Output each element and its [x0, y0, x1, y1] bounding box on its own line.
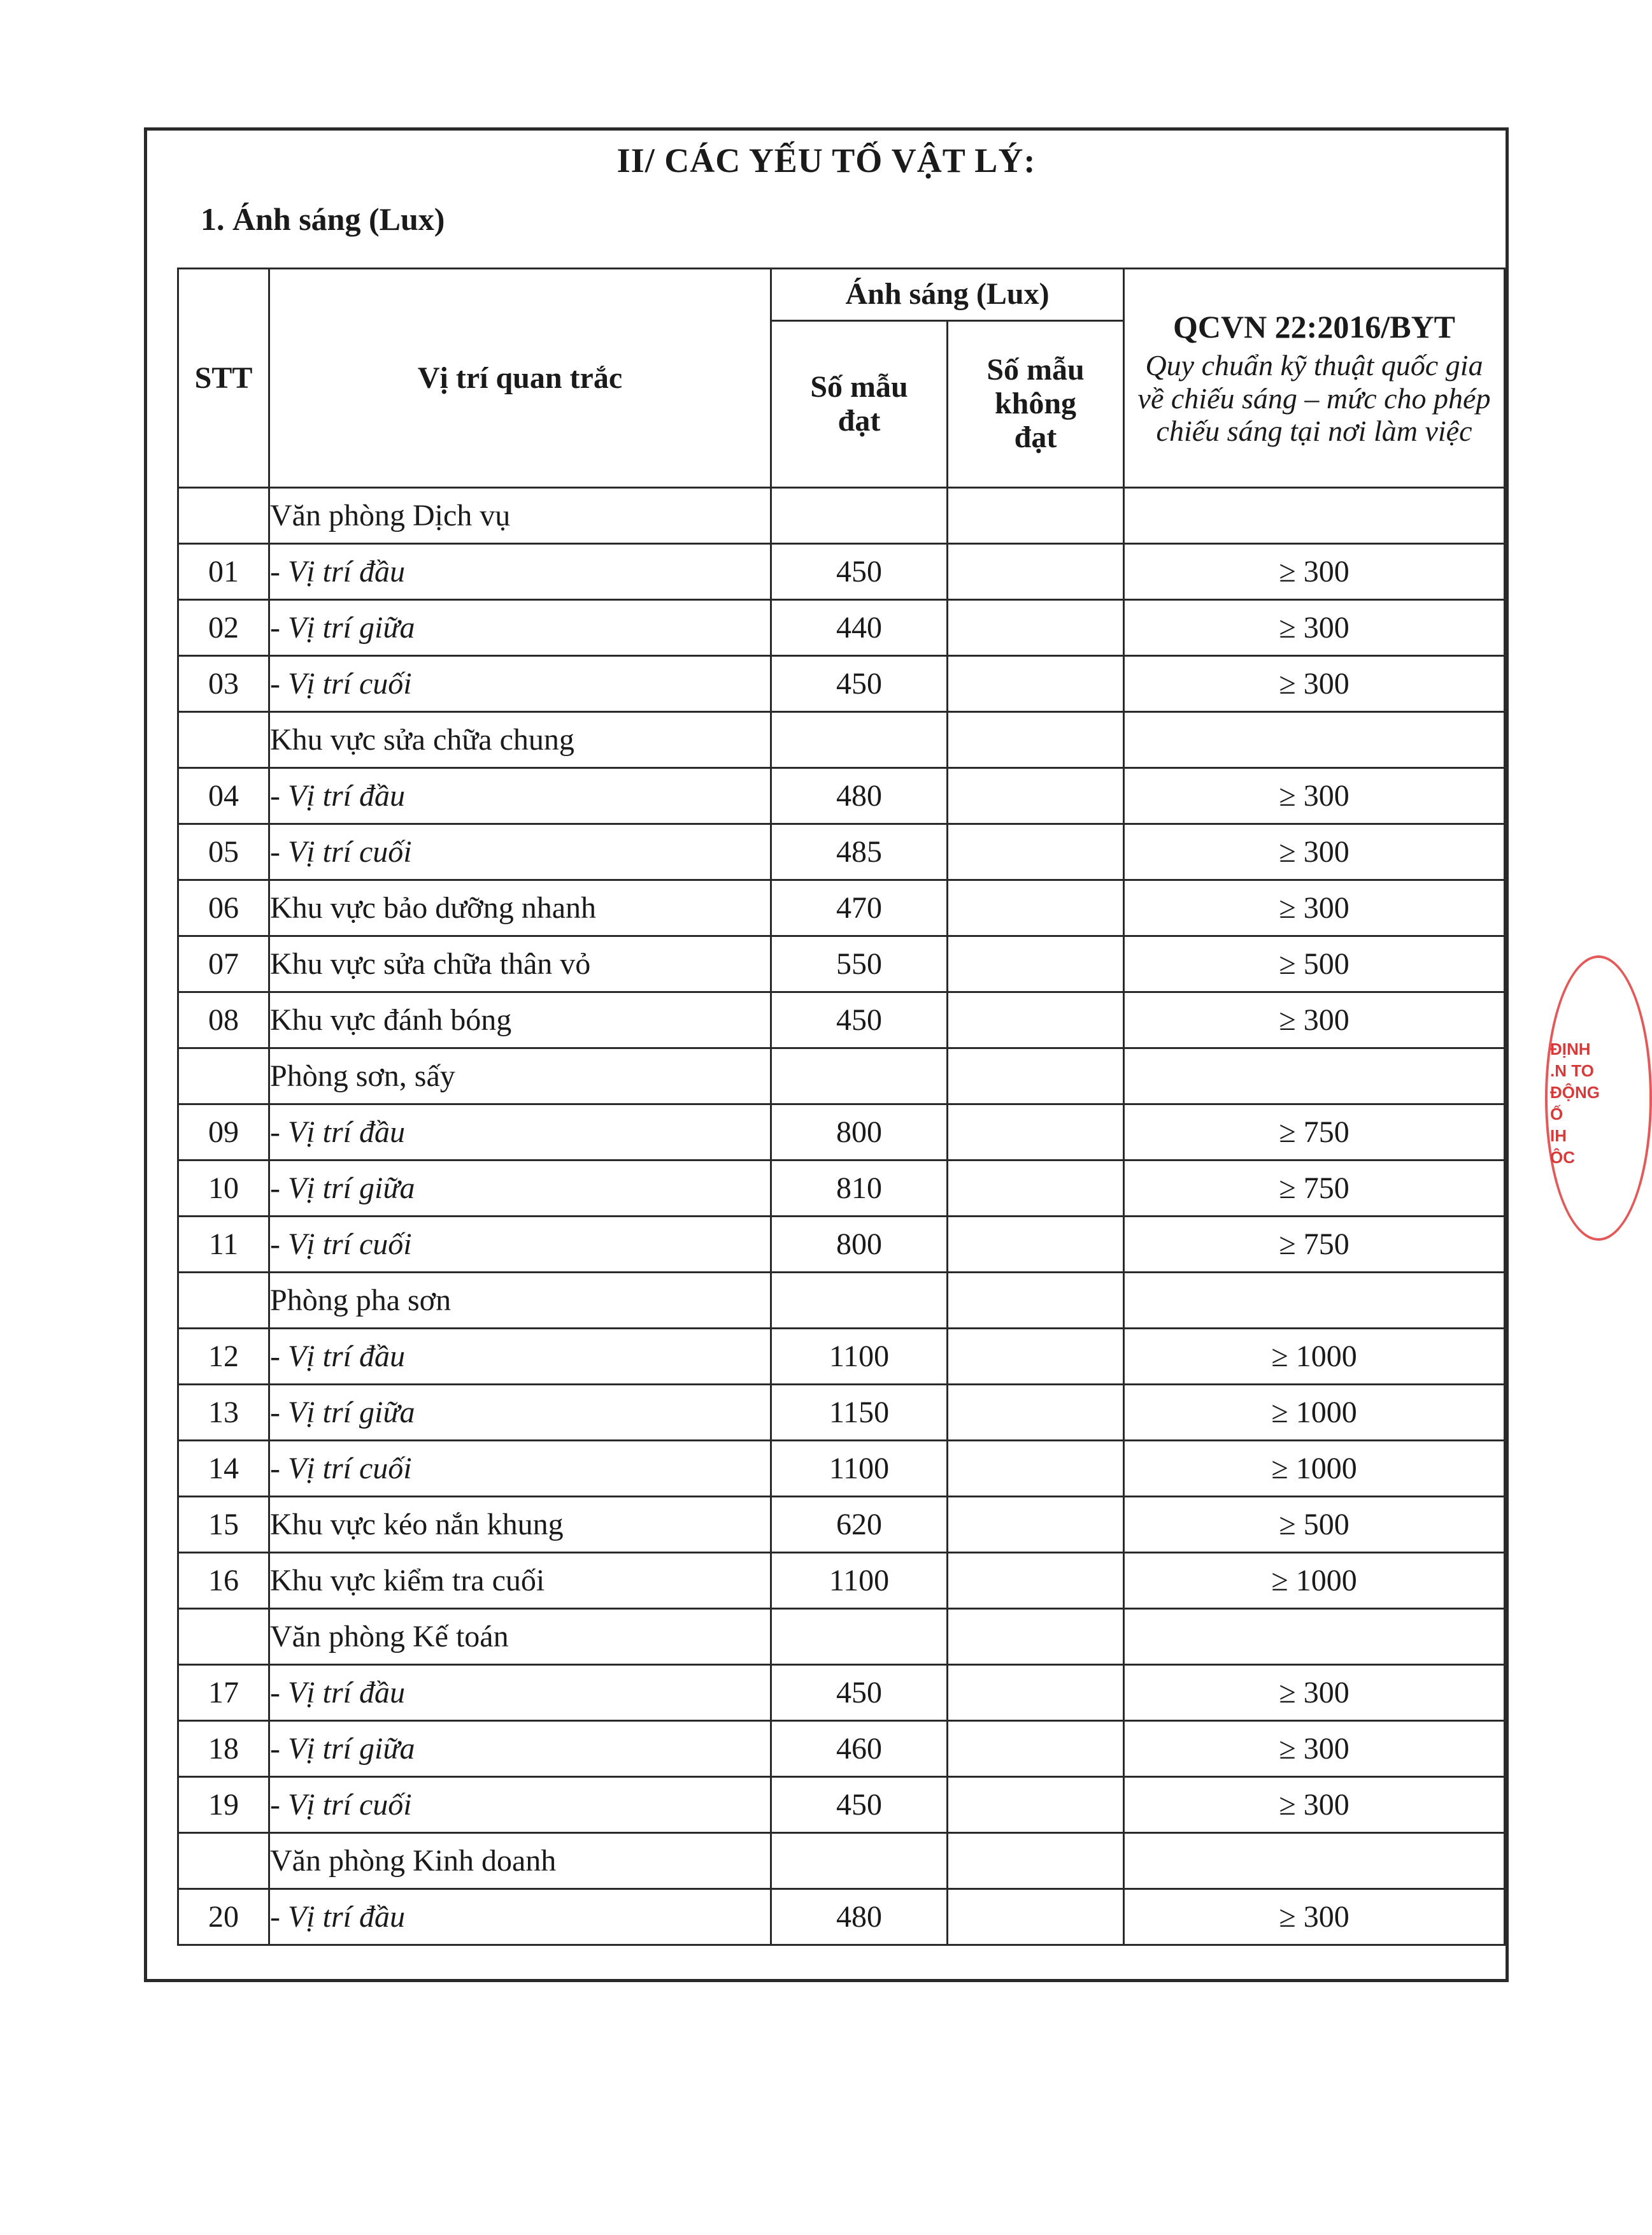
cell-standard: ≥ 750: [1124, 1217, 1505, 1273]
location-label: Vị trí cuối: [287, 1227, 412, 1261]
cell-pass: 1100: [771, 1329, 948, 1385]
cell-stt: 04: [178, 768, 269, 824]
cell-stt: 19: [178, 1777, 269, 1833]
cell-location: Phòng sơn, sấy: [269, 1048, 771, 1104]
table-row: [178, 1329, 1505, 1385]
cell-standard: [1124, 1273, 1505, 1329]
cell-fail: [948, 1497, 1124, 1553]
cell-pass: [771, 1609, 948, 1665]
cell-pass: 450: [771, 656, 948, 712]
cell-location: Khu vực kéo nắn khung: [269, 1497, 771, 1553]
cell-standard: ≥ 300: [1124, 992, 1505, 1048]
stamp-line: ĐỊNH: [1550, 1039, 1591, 1059]
location-label: Vị trí cuối: [287, 1452, 412, 1485]
location-label: Vị trí đầu: [287, 1115, 405, 1149]
location-label: Vị trí cuối: [287, 1788, 412, 1822]
stamp-text: [1550, 1038, 1600, 1168]
cell-location: [269, 1160, 771, 1217]
stamp-line: IH: [1550, 1126, 1567, 1145]
cell-fail: [948, 488, 1124, 544]
header-light-group: Ánh sáng (Lux): [771, 269, 1124, 321]
cell-stt: 13: [178, 1385, 269, 1441]
location-label: Vị trí cuối: [287, 667, 412, 701]
cell-pass: 485: [771, 824, 948, 880]
location-label: Vị trí đầu: [287, 1339, 405, 1373]
cell-pass: 1100: [771, 1553, 948, 1609]
cell-location: Khu vực bảo dưỡng nhanh: [269, 880, 771, 936]
location-label: Vị trí giữa: [287, 611, 415, 645]
section-title: II/ CÁC YẾU TỐ VẬT LÝ:: [616, 141, 1036, 180]
cell-standard: [1124, 488, 1505, 544]
cell-location: [269, 768, 771, 824]
cell-stt: [178, 1609, 269, 1665]
cell-pass: 450: [771, 1665, 948, 1721]
location-label: Vị trí cuối: [287, 835, 412, 869]
cell-fail: [948, 1104, 1124, 1160]
stamp-line: ÔC: [1550, 1148, 1575, 1167]
table-row: [178, 1217, 1505, 1273]
cell-fail: [948, 656, 1124, 712]
cell-location: Khu vực đánh bóng: [269, 992, 771, 1048]
location-label: Vị trí giữa: [287, 1732, 415, 1766]
cell-stt: 05: [178, 824, 269, 880]
cell-fail: [948, 824, 1124, 880]
cell-location: Khu vực sửa chữa chung: [269, 712, 771, 768]
cell-pass: 1100: [771, 1441, 948, 1497]
table-row: [178, 600, 1505, 656]
lux-table: [177, 268, 1506, 1946]
table-row: [178, 1273, 1505, 1329]
location-label: Vị trí giữa: [287, 1396, 415, 1429]
cell-standard: ≥ 500: [1124, 1497, 1505, 1553]
cell-fail: [948, 1385, 1124, 1441]
bullet-dash: -: [270, 1396, 288, 1429]
cell-location: [269, 1665, 771, 1721]
red-stamp: [1540, 955, 1600, 1236]
cell-pass: 440: [771, 600, 948, 656]
table-row: [178, 1441, 1505, 1497]
header-standard: [1124, 269, 1505, 488]
cell-pass: 470: [771, 880, 948, 936]
bullet-dash: -: [270, 611, 288, 645]
cell-pass: 460: [771, 1721, 948, 1777]
location-label: Vị trí đầu: [287, 779, 405, 813]
bullet-dash: -: [270, 1788, 288, 1822]
table-row: [178, 1104, 1505, 1160]
table-row: [178, 712, 1505, 768]
bullet-dash: -: [270, 1115, 288, 1149]
cell-stt: [178, 1273, 269, 1329]
table-row: [178, 1609, 1505, 1665]
standard-description: Quy chuẩn kỹ thuật quốc gia về chiếu sáng – mức cho phép chiếu sáng tại nơi làm việc: [1137, 349, 1491, 448]
cell-pass: [771, 488, 948, 544]
stamp-line: Ố: [1550, 1104, 1563, 1124]
cell-stt: 02: [178, 600, 269, 656]
table-row: [178, 768, 1505, 824]
cell-stt: 15: [178, 1497, 269, 1553]
cell-location: [269, 1217, 771, 1273]
cell-fail: [948, 1665, 1124, 1721]
cell-fail: [948, 992, 1124, 1048]
cell-fail: [948, 936, 1124, 992]
header-fail: Số mẫu không đạt: [948, 321, 1124, 488]
cell-location: [269, 1329, 771, 1385]
cell-pass: 450: [771, 992, 948, 1048]
table-row: [178, 1497, 1505, 1553]
cell-stt: 09: [178, 1104, 269, 1160]
cell-standard: ≥ 1000: [1124, 1553, 1505, 1609]
cell-fail: [948, 1721, 1124, 1777]
cell-pass: 550: [771, 936, 948, 992]
cell-pass: 480: [771, 1889, 948, 1945]
cell-stt: 10: [178, 1160, 269, 1217]
cell-stt: [178, 712, 269, 768]
bullet-dash: -: [270, 1732, 288, 1766]
cell-location: [269, 544, 771, 600]
cell-standard: ≥ 1000: [1124, 1441, 1505, 1497]
cell-fail: [948, 1777, 1124, 1833]
table-row: [178, 1385, 1505, 1441]
cell-location: [269, 600, 771, 656]
cell-pass: 450: [771, 544, 948, 600]
cell-fail: [948, 1833, 1124, 1889]
cell-fail: [948, 1160, 1124, 1217]
cell-location: [269, 1104, 771, 1160]
stamp-line: ĐỘNG: [1550, 1083, 1600, 1102]
cell-stt: 12: [178, 1329, 269, 1385]
cell-stt: [178, 488, 269, 544]
location-label: Vị trí đầu: [287, 1676, 405, 1710]
cell-location: Văn phòng Kế toán: [269, 1609, 771, 1665]
cell-standard: ≥ 300: [1124, 1889, 1505, 1945]
cell-location: [269, 1721, 771, 1777]
cell-stt: 20: [178, 1889, 269, 1945]
cell-standard: ≥ 300: [1124, 544, 1505, 600]
cell-location: [269, 656, 771, 712]
cell-fail: [948, 768, 1124, 824]
cell-stt: 03: [178, 656, 269, 712]
stamp-line: .N TO: [1550, 1061, 1594, 1080]
cell-fail: [948, 1441, 1124, 1497]
cell-stt: [178, 1048, 269, 1104]
bullet-dash: -: [270, 779, 288, 813]
table-row: [178, 488, 1505, 544]
cell-standard: ≥ 300: [1124, 1721, 1505, 1777]
cell-fail: [948, 1553, 1124, 1609]
cell-fail: [948, 544, 1124, 600]
table-row: [178, 544, 1505, 600]
cell-pass: [771, 1833, 948, 1889]
cell-location: Khu vực sửa chữa thân vỏ: [269, 936, 771, 992]
location-label: Vị trí đầu: [287, 555, 405, 589]
cell-location: Văn phòng Dịch vụ: [269, 488, 771, 544]
cell-standard: ≥ 750: [1124, 1104, 1505, 1160]
table-row: [178, 656, 1505, 712]
cell-location: [269, 1441, 771, 1497]
cell-stt: 07: [178, 936, 269, 992]
cell-fail: [948, 880, 1124, 936]
cell-pass: 450: [771, 1777, 948, 1833]
cell-standard: [1124, 1609, 1505, 1665]
cell-pass: 1150: [771, 1385, 948, 1441]
table-row: [178, 1777, 1505, 1833]
header-pass: Số mẫu đạt: [771, 321, 948, 488]
header-location: Vị trí quan trắc: [269, 269, 771, 488]
bullet-dash: -: [270, 1900, 288, 1934]
cell-location: [269, 1385, 771, 1441]
cell-location: [269, 1889, 771, 1945]
cell-fail: [948, 1217, 1124, 1273]
cell-fail: [948, 1329, 1124, 1385]
cell-pass: 480: [771, 768, 948, 824]
table-row: [178, 1048, 1505, 1104]
cell-fail: [948, 712, 1124, 768]
cell-standard: ≥ 750: [1124, 1160, 1505, 1217]
table-row: [178, 880, 1505, 936]
cell-stt: [178, 1833, 269, 1889]
cell-pass: 800: [771, 1104, 948, 1160]
cell-stt: 16: [178, 1553, 269, 1609]
cell-standard: ≥ 500: [1124, 936, 1505, 992]
table-row: [178, 1665, 1505, 1721]
cell-pass: [771, 1273, 948, 1329]
cell-pass: 620: [771, 1497, 948, 1553]
bullet-dash: -: [270, 667, 288, 701]
table-row: [178, 1833, 1505, 1889]
cell-pass: [771, 1048, 948, 1104]
cell-fail: [948, 1273, 1124, 1329]
cell-standard: ≥ 300: [1124, 656, 1505, 712]
bullet-dash: -: [270, 1227, 288, 1261]
cell-fail: [948, 1609, 1124, 1665]
cell-standard: ≥ 300: [1124, 1777, 1505, 1833]
cell-location: [269, 1777, 771, 1833]
cell-pass: 800: [771, 1217, 948, 1273]
cell-stt: 17: [178, 1665, 269, 1721]
location-label: Vị trí giữa: [287, 1171, 415, 1205]
cell-fail: [948, 600, 1124, 656]
cell-standard: ≥ 300: [1124, 1665, 1505, 1721]
cell-standard: ≥ 300: [1124, 824, 1505, 880]
table-row: [178, 1889, 1505, 1945]
sub-title: 1. Ánh sáng (Lux): [201, 201, 445, 237]
cell-standard: ≥ 300: [1124, 880, 1505, 936]
cell-stt: 14: [178, 1441, 269, 1497]
cell-stt: 08: [178, 992, 269, 1048]
cell-location: Phòng pha sơn: [269, 1273, 771, 1329]
cell-location: [269, 824, 771, 880]
table-row: [178, 1160, 1505, 1217]
cell-stt: 18: [178, 1721, 269, 1777]
page-frame: [144, 127, 1509, 1982]
cell-standard: ≥ 300: [1124, 600, 1505, 656]
standard-code: QCVN 22:2016/BYT: [1172, 309, 1456, 345]
location-label: Vị trí đầu: [287, 1900, 405, 1934]
bullet-dash: -: [270, 835, 288, 869]
cell-pass: 810: [771, 1160, 948, 1217]
bullet-dash: -: [270, 1339, 288, 1373]
cell-stt: 06: [178, 880, 269, 936]
table-row: [178, 992, 1505, 1048]
header-stt: STT: [178, 269, 269, 488]
cell-stt: 01: [178, 544, 269, 600]
bullet-dash: -: [270, 1171, 288, 1205]
cell-stt: 11: [178, 1217, 269, 1273]
table-row: [178, 1553, 1505, 1609]
cell-location: Văn phòng Kinh doanh: [269, 1833, 771, 1889]
cell-pass: [771, 712, 948, 768]
cell-fail: [948, 1048, 1124, 1104]
cell-standard: [1124, 712, 1505, 768]
table-row: [178, 936, 1505, 992]
table-row: [178, 1721, 1505, 1777]
bullet-dash: -: [270, 555, 288, 589]
cell-standard: [1124, 1048, 1505, 1104]
bullet-dash: -: [270, 1676, 288, 1710]
bullet-dash: -: [270, 1452, 288, 1485]
cell-standard: ≥ 300: [1124, 768, 1505, 824]
cell-standard: ≥ 1000: [1124, 1385, 1505, 1441]
cell-standard: [1124, 1833, 1505, 1889]
table-row: [178, 824, 1505, 880]
cell-standard: ≥ 1000: [1124, 1329, 1505, 1385]
cell-fail: [948, 1889, 1124, 1945]
cell-location: Khu vực kiểm tra cuối: [269, 1553, 771, 1609]
